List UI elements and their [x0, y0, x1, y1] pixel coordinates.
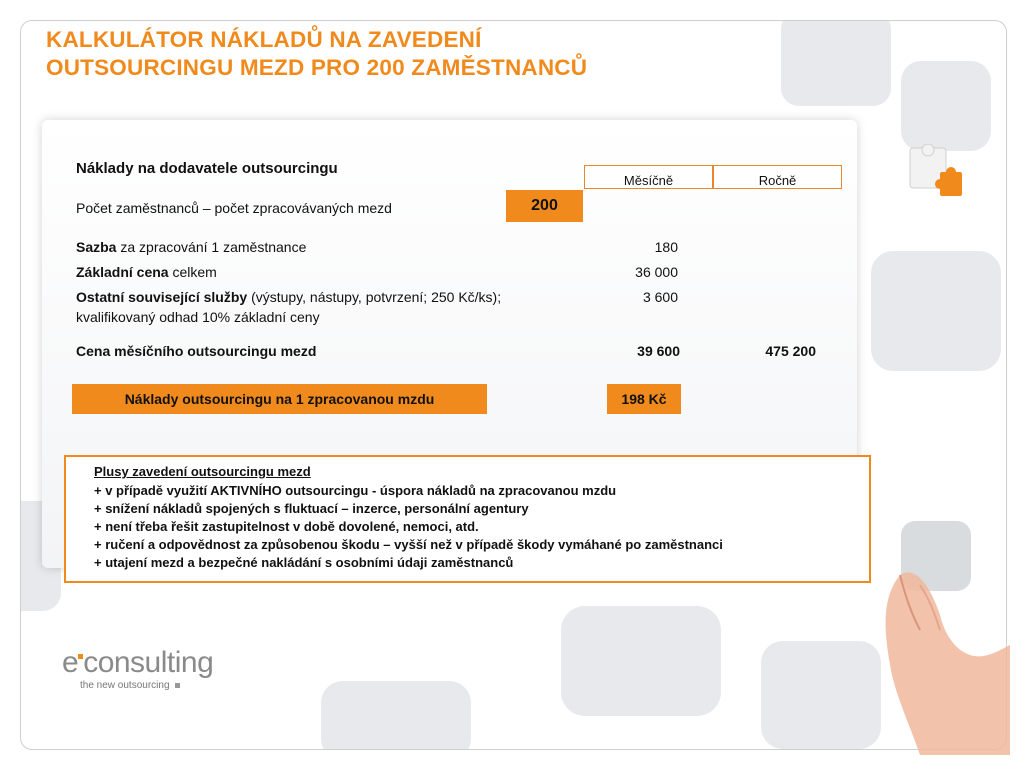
- base-value: 36 000: [635, 264, 678, 280]
- benefit-item: + utajení mezd a bezpečné nakládání s osobními údaji zaměstnanců: [94, 555, 514, 570]
- puzzle-piece-bg: [871, 251, 1001, 371]
- column-header-yearly: Ročně: [713, 165, 842, 189]
- logo-word: consulting: [83, 646, 214, 679]
- benefits-heading: Plusy zavedení outsourcingu mezd: [94, 464, 311, 479]
- monthly-total-value: 39 600: [637, 343, 680, 359]
- page-title: [46, 26, 766, 82]
- title-line-2: OUTSOURCINGU MEZD PRO 200 ZAMĚSTNANCŮ: [46, 55, 588, 80]
- title-line-1: KALKULÁTOR NÁKLADŮ NA ZAVEDENÍ: [46, 27, 482, 52]
- econsulting-logo: [62, 648, 213, 691]
- other-label-line2: kvalifikovaný odhad 10% základní ceny: [76, 309, 320, 325]
- rate-label-bold: Sazba: [76, 239, 117, 255]
- other-label-bold: Ostatní související služby: [76, 289, 248, 305]
- logo-tagline: the new outsourcing: [80, 680, 170, 691]
- other-row: [76, 289, 501, 305]
- per-payroll-label: Náklady outsourcingu na 1 zpracovanou mzdu: [72, 384, 487, 414]
- benefit-item: + ručení a odpovědnost za způsobenou škodu – vyšší než v případě škody vymáhané po zaměstnanci: [94, 537, 723, 552]
- puzzle-piece-bg: [561, 606, 721, 716]
- section-heading: Náklady na dodavatele outsourcingu: [76, 160, 338, 177]
- benefit-item: + v případě využití AKTIVNÍHO outsourcingu - úspora nákladů na zpracovanou mzdu: [94, 483, 617, 498]
- benefits-box: [64, 455, 871, 583]
- employees-value[interactable]: 200: [506, 190, 583, 222]
- rate-row: [76, 239, 306, 255]
- yearly-total-value: 475 200: [765, 343, 816, 359]
- logo-e: e: [62, 646, 79, 679]
- puzzle-piece-bg: [781, 20, 891, 106]
- benefit-item: + není třeba řešit zastupitelnost v době dovolené, nemoci, atd.: [94, 519, 479, 534]
- per-payroll-value: 198 Kč: [607, 384, 681, 414]
- rate-value: 180: [654, 239, 678, 255]
- other-value: 3 600: [642, 289, 678, 305]
- base-label-text: celkem: [172, 264, 217, 280]
- other-label-text: (výstupy, nástupy, potvrzení; 250 Kč/ks);: [251, 289, 502, 305]
- hand-illustration: [860, 555, 1010, 755]
- column-header-monthly: Měsíčně: [584, 165, 713, 189]
- rate-label-text: za zpracování 1 zaměstnance: [120, 239, 307, 255]
- puzzle-icon: [906, 144, 968, 202]
- puzzle-piece-bg: [901, 61, 991, 151]
- monthly-total-label: Cena měsíčního outsourcingu mezd: [76, 343, 317, 359]
- base-row: [76, 264, 217, 280]
- employees-label: Počet zaměstnanců – počet zpracovávaných mezd: [76, 200, 392, 216]
- logo-square: [175, 683, 180, 688]
- base-label-bold: Základní cena: [76, 264, 169, 280]
- puzzle-piece-bg: [321, 681, 471, 750]
- benefit-item: + snížení nákladů spojených s fluktuací – inzerce, personální agentury: [94, 501, 529, 516]
